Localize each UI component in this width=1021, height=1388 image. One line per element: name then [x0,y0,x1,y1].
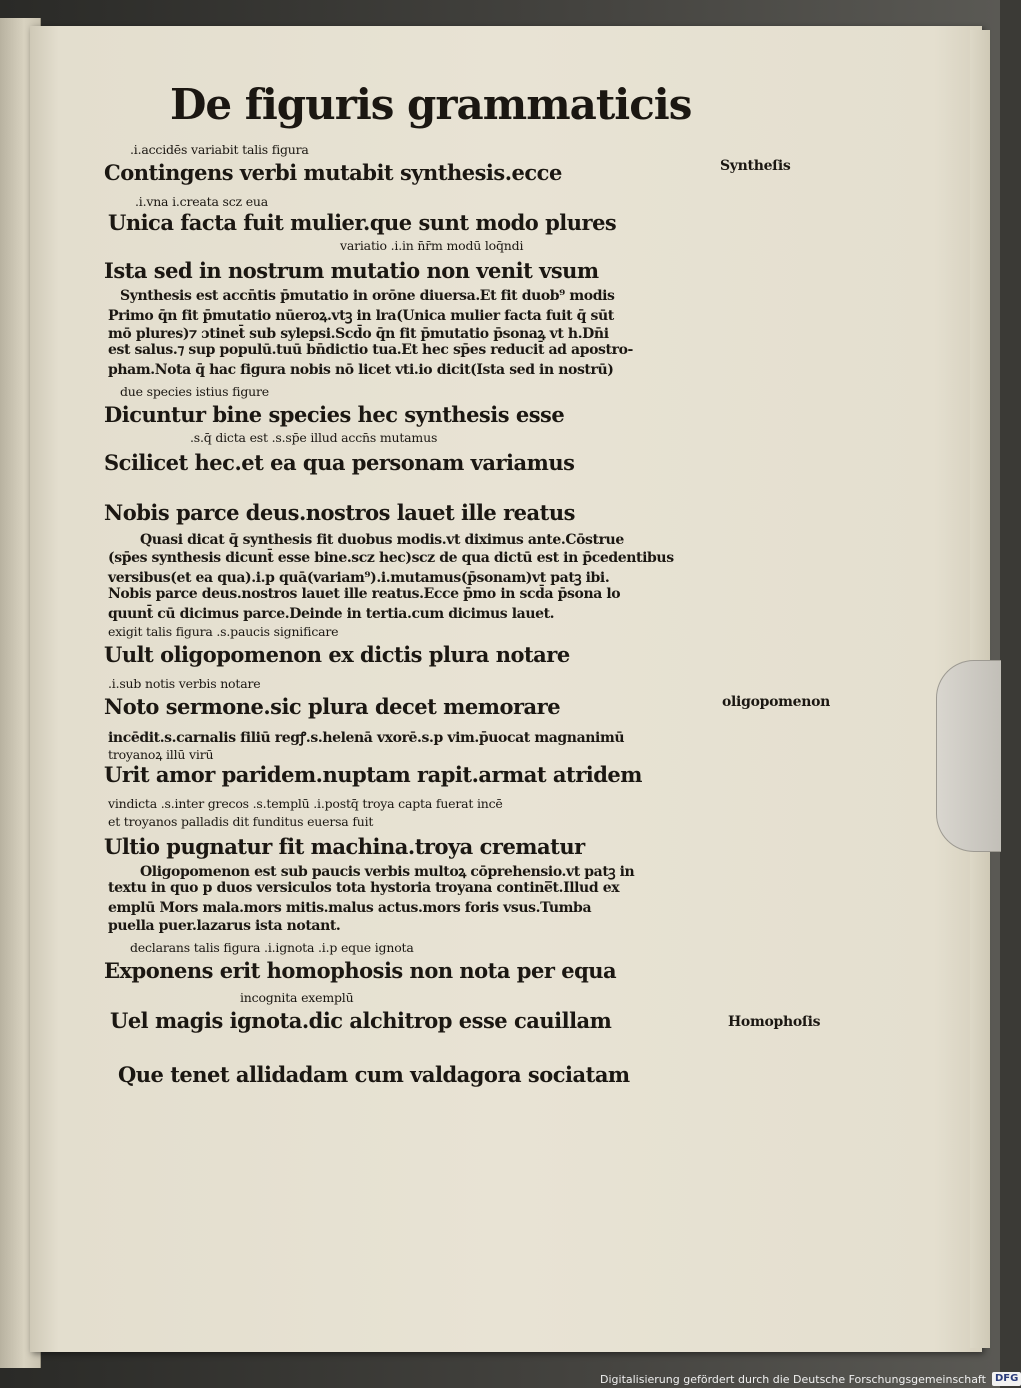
gloss-line: .s.q̄ dicta est .s.sp̄e illud accn̄s mutamus [190,430,438,445]
commentary-line: mō plures)⁊ ɔtinet̄ sub sylepsi.Scd̄o q̄n fit p̄mutatio p̄sonaꝝ vt h.Dn̄i [108,326,609,342]
commentary-line: emplū Mors mala.mors mitis.malus actus.mors foris vsus.Tumba [108,900,592,916]
gloss-line: .i.accidēs variabit talis figura [130,142,309,157]
margin-note-oligopomenon: oligopomenon [722,694,831,710]
verse-line: Nobis parce deus.nostros lauet ille reatus [104,500,575,525]
commentary-line: quunt̄ cū dicimus parce.Deinde in tertia.cum dicimus lauet. [108,606,555,622]
gloss-line: incognita exemplū [240,990,354,1005]
commentary-line: Primo q̄n fit p̄mutatio nūeroꝝ.vtꝫ in lra(Unica mulier facta fuit q̄ sūt [108,308,614,324]
commentary-line: (sp̄es synthesis dicunt̄ esse bine.scz hec)scz de qua dictū est in p̄cedentibus [108,550,674,566]
gloss-line: et troyanos palladis dit funditus euersa fuit [108,814,374,829]
commentary-line: versibus(et ea qua).i.p quā(variam⁹).i.mutamus(p̄sonam)vt patꝫ ibi. [108,570,610,586]
commentary-line: pham.Nota q̄ hac figura nobis nō licet vti.io dicit(Ista sed in nostrū) [108,362,614,378]
verse-line: Que tenet allidadam cum valdagora sociatam [118,1062,630,1087]
gloss-line: vindicta .s.inter grecos .s.templū .i.postq̄ troya capta fuerat incē [108,796,503,811]
verse-line: Uel magis ignota.dic alchitrop esse cauillam [110,1008,612,1033]
commentary-line: Oligopomenon est sub paucis verbis multoꝝ cōprehensio.vt patꝫ in [140,864,635,880]
verse-line: Unica facta fuit mulier.que sunt modo plures [108,210,617,235]
commentary-line: Synthesis est accn̄tis p̄mutatio in orōne diuersa.Et fit duob⁹ modis [120,288,615,304]
gloss-line: .i.sub notis verbis notare [108,676,261,691]
gloss-line: exigit talis figura .s.paucis significare [108,624,339,639]
commentary-line: puella puer.lazarus ista notant. [108,918,341,934]
footer-credit [600,1370,1021,1388]
dfg-logo: DFG [992,1372,1021,1386]
verse-line: Uult oligopomenon ex dictis plura notare [104,642,570,667]
footer-text: Digitalisierung gefördert durch die Deutsche Forschungsgemeinschaft [600,1372,986,1386]
gloss-line: troyanoꝝ illū virū [108,747,214,762]
gloss-line: .i.vna i.creata scz eua [135,194,269,209]
commentary-line: textu in quo p duos versiculos tota hystoria troyana contine̅t.Illud ex [108,880,620,896]
page-title: De figuris grammaticis [170,80,692,129]
margin-note-homophosis: Homophoſis [728,1014,821,1030]
verse-line: Contingens verbi mutabit synthesis.ecce [104,160,562,185]
commentary-line: Quasi dicat q̄ synthesis fit duobus modis.vt diximus ante.Cōstrue [140,532,624,548]
gloss-line: variatio .i.in n̄r̄m modū loq̄ndi [340,238,524,253]
verse-line: Scilicet hec.et ea qua personam variamus [104,450,575,475]
verse-line: Dicuntur bine species hec synthesis esse [104,402,565,427]
gloss-line: declarans talis figura .i.ignota .i.p eque ignota [130,940,414,955]
commentary-line: Nobis parce deus.nostros lauet ille reatus.Ecce p̄mo in scd̄a p̄sona lo [108,586,621,602]
verse-line: Urit amor paridem.nuptam rapit.armat atridem [104,762,643,787]
verse-line: Ista sed in nostrum mutatio non venit vsum [104,258,599,283]
commentary-line: est salus.⁊ sup populū.tuū bn̄dictio tua.Et hec sp̄es reducit̄ ad apostro- [108,342,633,358]
verse-line: Exponens erit homophosis non nota per equa [104,958,617,983]
gloss-line: due species istius figure [120,384,269,399]
commentary-line: incēdit.s.carnalis filiū regꝭ.s.helenā vxorē.s.p vim.p̄uocat magnanimū [108,730,625,746]
verse-line: Ultio pugnatur fit machina.troya crematur [104,834,585,859]
verse-line: Noto sermone.sic plura decet memorare [104,694,561,719]
margin-note-synthesis: Syntheſis [720,158,791,174]
